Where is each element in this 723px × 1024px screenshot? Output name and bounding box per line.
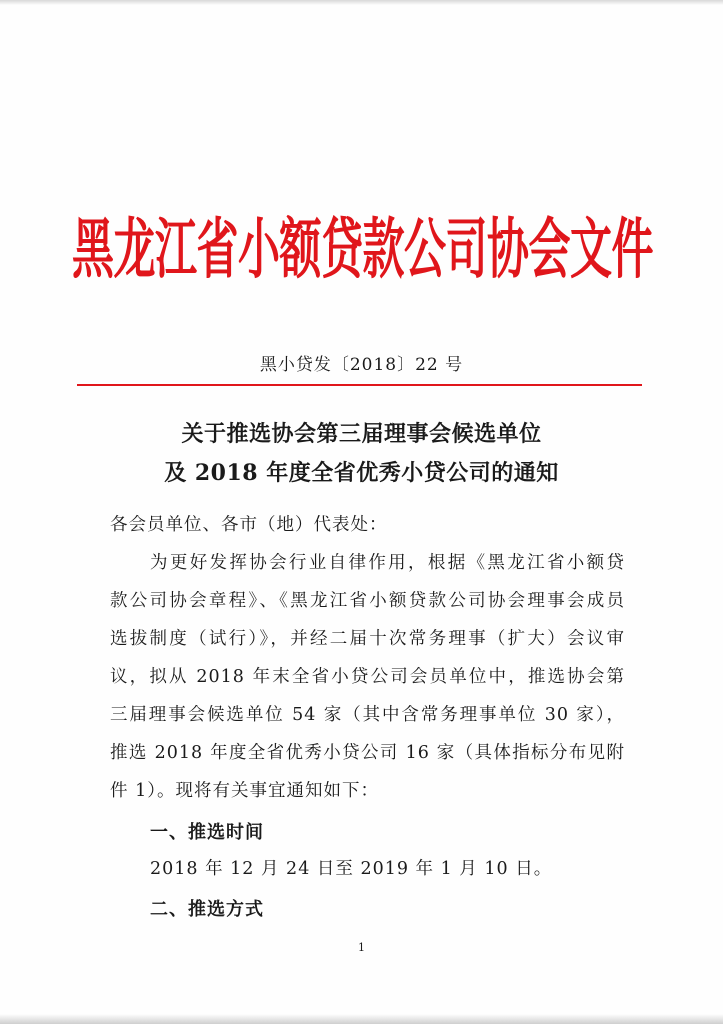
paragraph-line: 议，拟从 2018 年末全省小贷公司会员单位中，推选协会第 bbox=[110, 667, 625, 687]
paragraph-line: 推选 2018 年度全省优秀小贷公司 16 家（具体指标分布见附 bbox=[110, 743, 625, 763]
paragraph-line: 为更好发挥协会行业自律作用，根据《黑龙江省小额贷 bbox=[150, 553, 625, 573]
section-1-heading: 一、推选时间 bbox=[150, 822, 264, 843]
scan-top-edge bbox=[0, 0, 723, 5]
org-masthead-title: 黑龙江省小额贷款公司协会文件 bbox=[71, 211, 653, 288]
notice-title-line-2: 及 2018 年度全省优秀小贷公司的通知 bbox=[164, 460, 559, 486]
paragraph-line: 件 1）。现将有关事宜通知如下： bbox=[110, 781, 379, 801]
notice-title-line-1: 关于推选协会第三届理事会候选单位 bbox=[181, 421, 542, 447]
section-1-text: 2018 年 12 月 24 日至 2019 年 1 月 10 日。 bbox=[150, 859, 553, 879]
document-number: 黑小贷发〔2018〕22 号 bbox=[259, 355, 464, 375]
red-separator-line bbox=[77, 384, 642, 386]
section-2-heading: 二、推选方式 bbox=[150, 899, 264, 920]
scan-bottom-edge bbox=[0, 1014, 723, 1024]
paragraph-line: 选拔制度（试行）》，并经二届十次常务理事（扩大）会议审 bbox=[110, 629, 625, 649]
paragraph-line: 三届理事会候选单位 54 家（其中含常务理事单位 30 家）， bbox=[110, 705, 625, 725]
salutation: 各会员单位、各市（地）代表处： bbox=[110, 515, 388, 535]
paragraph-line: 款公司协会章程》、《黑龙江省小额贷款公司协会理事会成员 bbox=[110, 591, 625, 611]
page-number: 1 bbox=[358, 941, 365, 954]
